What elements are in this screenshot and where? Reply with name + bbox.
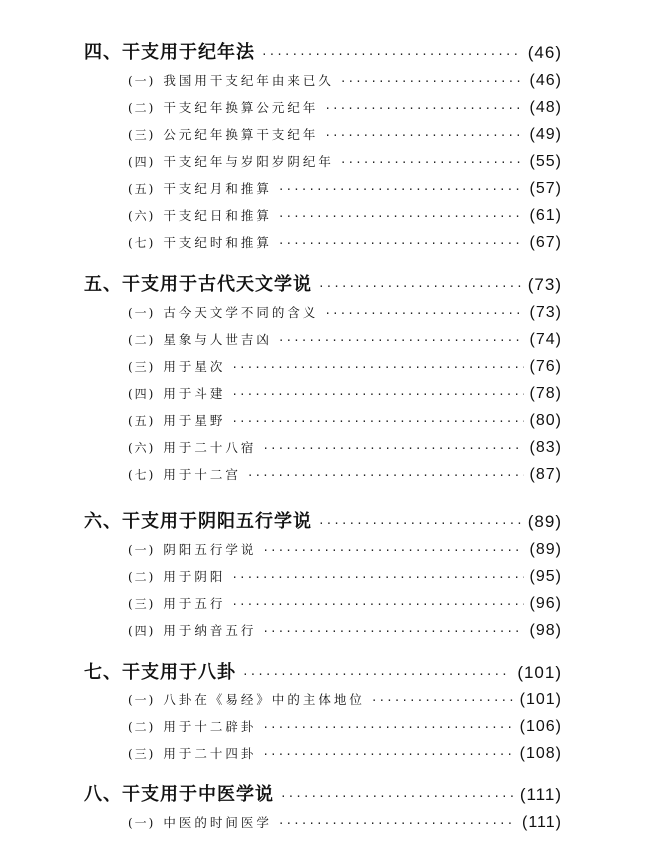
section-entry[interactable] bbox=[128, 438, 562, 457]
section-entry[interactable] bbox=[128, 621, 562, 640]
chapter-title: 四、干支用于纪年法 bbox=[84, 42, 255, 63]
section-title: 用于二十四卦 bbox=[163, 746, 257, 761]
section-marker: (二) bbox=[128, 570, 156, 584]
section-marker: (三) bbox=[128, 597, 156, 611]
section-marker: (二) bbox=[128, 720, 156, 734]
dot-leader bbox=[318, 517, 522, 530]
section-marker: (一) bbox=[128, 306, 156, 320]
page-number: (55) bbox=[529, 153, 562, 170]
section-marker: (四) bbox=[128, 624, 156, 638]
chapter-5-entry[interactable] bbox=[84, 270, 562, 296]
section-title: 干支纪月和推算 bbox=[163, 181, 272, 196]
section-marker: (四) bbox=[128, 155, 156, 169]
section-title: 阴阳五行学说 bbox=[163, 542, 257, 557]
dot-leader bbox=[262, 748, 513, 761]
section-marker: (六) bbox=[128, 441, 156, 455]
page-number: (95) bbox=[529, 568, 562, 585]
section-entry[interactable] bbox=[128, 330, 562, 349]
section-marker: (一) bbox=[128, 543, 156, 557]
section-marker: (三) bbox=[128, 128, 156, 142]
dot-leader bbox=[324, 307, 523, 320]
section-entry[interactable] bbox=[128, 465, 562, 484]
chapter-4-entry[interactable] bbox=[84, 38, 562, 64]
section-marker: (一) bbox=[128, 693, 156, 707]
section-entry[interactable] bbox=[128, 233, 562, 252]
page-number: (111) bbox=[519, 785, 562, 804]
section-title: 用于五行 bbox=[163, 596, 226, 611]
page-number: (48) bbox=[529, 99, 562, 116]
dot-leader bbox=[231, 361, 523, 374]
page-number: (80) bbox=[529, 412, 562, 429]
dot-leader bbox=[318, 280, 522, 293]
section-entry[interactable] bbox=[128, 206, 562, 225]
section-entry[interactable] bbox=[128, 717, 562, 736]
page-number: (73) bbox=[529, 304, 562, 321]
page-number: (87) bbox=[529, 466, 562, 483]
page-number: (78) bbox=[529, 385, 562, 402]
section-title: 中医的时间医学 bbox=[163, 815, 272, 830]
chapter-title: 七、干支用于八卦 bbox=[84, 662, 236, 683]
dot-leader bbox=[231, 415, 523, 428]
section-entry[interactable] bbox=[128, 71, 562, 90]
chapter-8-entry[interactable] bbox=[84, 780, 562, 806]
dot-leader bbox=[247, 469, 524, 482]
section-title: 公元纪年换算干支纪年 bbox=[163, 127, 319, 142]
section-title: 干支纪年换算公元纪年 bbox=[163, 100, 319, 115]
page-number: (89) bbox=[527, 512, 562, 531]
section-entry[interactable] bbox=[128, 98, 562, 117]
section-marker: (三) bbox=[128, 360, 156, 374]
section-entry[interactable] bbox=[128, 540, 562, 559]
section-marker: (六) bbox=[128, 209, 156, 223]
page-number: (61) bbox=[529, 207, 562, 224]
chapter-title: 八、干支用于中医学说 bbox=[84, 784, 274, 805]
section-title: 用于星次 bbox=[163, 359, 226, 374]
section-title: 星象与人世吉凶 bbox=[163, 332, 272, 347]
section-entry[interactable] bbox=[128, 125, 562, 144]
section-marker: (七) bbox=[128, 468, 156, 482]
dot-leader bbox=[278, 817, 516, 830]
page-number: (83) bbox=[529, 439, 562, 456]
section-entry[interactable] bbox=[128, 179, 562, 198]
section-entry[interactable] bbox=[128, 152, 562, 171]
page-number: (108) bbox=[519, 745, 562, 762]
page-number: (46) bbox=[527, 43, 562, 62]
section-title: 古今天文学不同的含义 bbox=[163, 305, 319, 320]
dot-leader bbox=[278, 237, 524, 250]
section-entry[interactable] bbox=[128, 813, 562, 832]
section-title: 用于十二宫 bbox=[163, 467, 241, 482]
section-title: 用于二十八宿 bbox=[163, 440, 257, 455]
page-number: (89) bbox=[529, 541, 562, 558]
dot-leader bbox=[242, 668, 511, 681]
dot-leader bbox=[324, 129, 523, 142]
section-marker: (三) bbox=[128, 747, 156, 761]
page-number: (98) bbox=[529, 622, 562, 639]
page-number: (57) bbox=[529, 180, 562, 197]
dot-leader bbox=[262, 544, 523, 557]
chapter-6-entry[interactable] bbox=[84, 507, 562, 533]
section-entry[interactable] bbox=[128, 357, 562, 376]
page-number: (106) bbox=[519, 718, 562, 735]
page-number: (101) bbox=[517, 663, 562, 682]
dot-leader bbox=[340, 156, 524, 169]
chapter-title: 六、干支用于阴阳五行学说 bbox=[84, 511, 312, 532]
page-number: (67) bbox=[529, 234, 562, 251]
section-marker: (五) bbox=[128, 182, 156, 196]
page-number: (73) bbox=[527, 275, 562, 294]
section-marker: (一) bbox=[128, 74, 156, 88]
section-title: 八卦在《易经》中的主体地位 bbox=[163, 692, 365, 707]
dot-leader bbox=[231, 571, 523, 584]
page-number: (96) bbox=[529, 595, 562, 612]
section-title: 干支纪日和推算 bbox=[163, 208, 272, 223]
page-number: (74) bbox=[529, 331, 562, 348]
dot-leader bbox=[261, 48, 522, 61]
section-marker: (二) bbox=[128, 333, 156, 347]
section-title: 干支纪时和推算 bbox=[163, 235, 272, 250]
section-entry[interactable] bbox=[128, 567, 562, 586]
page-number: (76) bbox=[529, 358, 562, 375]
page-number: (46) bbox=[529, 72, 562, 89]
dot-leader bbox=[278, 210, 524, 223]
page-number: (101) bbox=[519, 691, 562, 708]
section-entry[interactable] bbox=[128, 594, 562, 613]
page-number: (111) bbox=[522, 814, 562, 831]
section-title: 用于星野 bbox=[163, 413, 226, 428]
section-marker: (一) bbox=[128, 816, 156, 830]
dot-leader bbox=[262, 721, 513, 734]
dot-leader bbox=[231, 388, 523, 401]
dot-leader bbox=[262, 625, 523, 638]
section-entry[interactable] bbox=[128, 744, 562, 763]
dot-leader bbox=[262, 442, 523, 455]
section-marker: (二) bbox=[128, 101, 156, 115]
dot-leader bbox=[340, 75, 524, 88]
section-title: 用于阴阳 bbox=[163, 569, 226, 584]
section-marker: (五) bbox=[128, 414, 156, 428]
section-marker: (七) bbox=[128, 236, 156, 250]
dot-leader bbox=[278, 183, 524, 196]
section-title: 我国用干支纪年由来已久 bbox=[163, 73, 334, 88]
dot-leader bbox=[371, 694, 514, 707]
chapter-title: 五、干支用于古代天文学说 bbox=[84, 274, 312, 295]
section-title: 用于十二辟卦 bbox=[163, 719, 257, 734]
dot-leader bbox=[231, 598, 523, 611]
dot-leader bbox=[280, 790, 514, 803]
section-title: 用于纳音五行 bbox=[163, 623, 257, 638]
dot-leader bbox=[278, 334, 524, 347]
section-entry[interactable] bbox=[128, 411, 562, 430]
section-entry[interactable] bbox=[128, 303, 562, 322]
section-marker: (四) bbox=[128, 387, 156, 401]
dot-leader bbox=[324, 102, 523, 115]
page-number: (49) bbox=[529, 126, 562, 143]
chapter-7-entry[interactable] bbox=[84, 658, 562, 684]
section-entry[interactable] bbox=[128, 384, 562, 403]
section-title: 用于斗建 bbox=[163, 386, 226, 401]
section-entry[interactable] bbox=[128, 690, 562, 709]
section-title: 干支纪年与岁阳岁阴纪年 bbox=[163, 154, 334, 169]
